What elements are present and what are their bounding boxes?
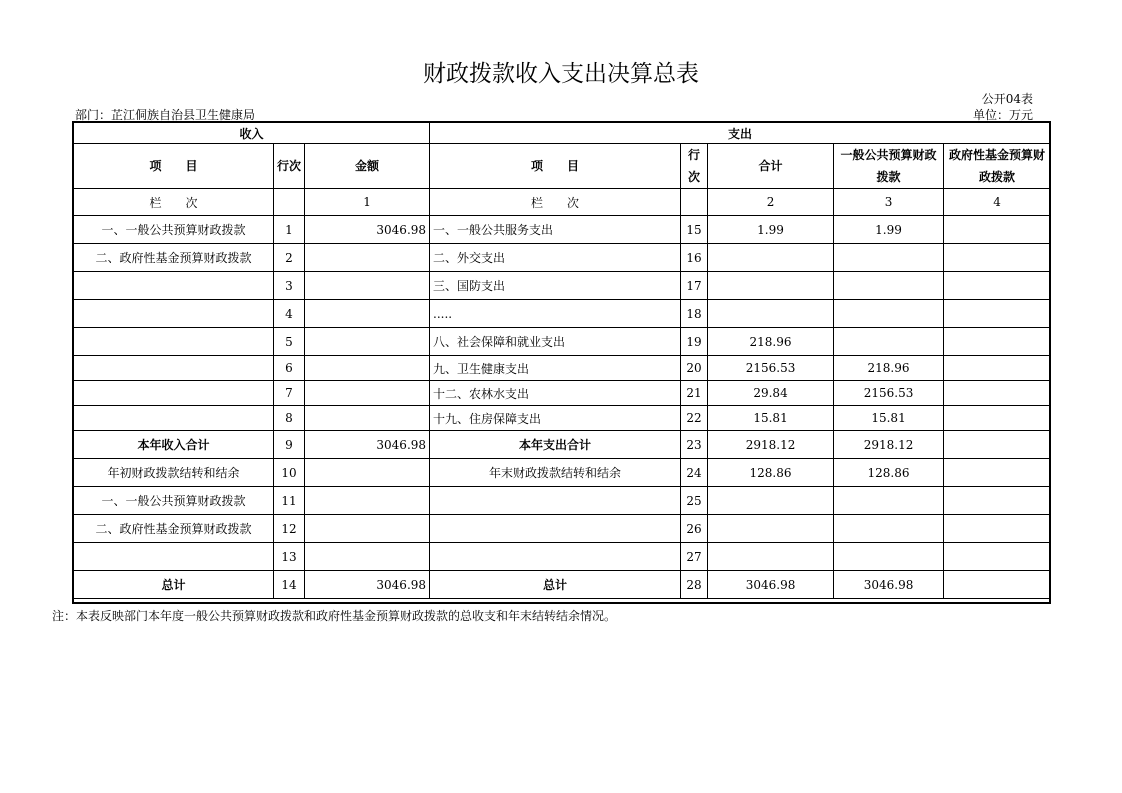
income-item-cell: [74, 406, 274, 431]
expense-total-header: 合计: [708, 144, 834, 189]
column-header-row: [74, 144, 1051, 189]
expense-item-cell: 总计: [430, 571, 681, 599]
expense-line-no-cell: 28: [681, 571, 708, 599]
expense-item-cell: 年末财政拨款结转和结余: [430, 459, 681, 487]
expense-line-no-cell: 18: [681, 300, 708, 328]
expense-item-header: 项 目: [430, 144, 681, 189]
expense-line-no-cell: 19: [681, 328, 708, 356]
gov-fund-cell: [944, 272, 1051, 300]
general-budget-cell: [834, 272, 944, 300]
gov-fund-cell: [944, 431, 1051, 459]
expense-total-cell: 1.99: [708, 216, 834, 244]
income-amount-cell: [305, 406, 430, 431]
expense-line-no-cell: 23: [681, 431, 708, 459]
income-item-cell: [74, 300, 274, 328]
expense-item-cell: 十二、农林水支出: [430, 381, 681, 406]
general-budget-cell: [834, 487, 944, 515]
general-budget-cell: 2156.53: [834, 381, 944, 406]
income-amount-cell: [305, 244, 430, 272]
table-row: [74, 244, 1051, 272]
table-row: [74, 300, 1051, 328]
gov-fund-header: 政府性基金预算财政拨款: [944, 144, 1051, 189]
column-number-label-left: 栏 次: [74, 189, 274, 216]
table-row: [74, 459, 1051, 487]
income-line-no-cell: 11: [274, 487, 305, 515]
gov-fund-cell: [944, 244, 1051, 272]
income-line-no-cell: 5: [274, 328, 305, 356]
expense-line-no-cell: 25: [681, 487, 708, 515]
gov-fund-cell: [944, 300, 1051, 328]
general-budget-cell: 128.86: [834, 459, 944, 487]
section-header-row: [74, 123, 1051, 144]
expense-line-no-cell: 15: [681, 216, 708, 244]
expense-total-cell: [708, 487, 834, 515]
table-row: [74, 487, 1051, 515]
income-line-no-header: 行次: [274, 144, 305, 189]
column-number-label-right: 栏 次: [430, 189, 681, 216]
column-number-blank-right: [681, 189, 708, 216]
budget-table: [73, 122, 1051, 599]
column-number-4: 4: [944, 189, 1051, 216]
income-item-cell: 年初财政拨款结转和结余: [74, 459, 274, 487]
expense-total-cell: 128.86: [708, 459, 834, 487]
general-budget-header: 一般公共预算财政拨款: [834, 144, 944, 189]
income-amount-cell: 3046.98: [305, 216, 430, 244]
income-line-no-cell: 13: [274, 543, 305, 571]
general-budget-cell: 3046.98: [834, 571, 944, 599]
expense-total-cell: 3046.98: [708, 571, 834, 599]
general-budget-cell: [834, 515, 944, 543]
unit-label: 单位：万元: [972, 108, 1033, 122]
income-item-cell: 总计: [74, 571, 274, 599]
expense-total-cell: [708, 543, 834, 571]
expense-item-cell: .....: [430, 300, 681, 328]
expense-item-cell: 本年支出合计: [430, 431, 681, 459]
income-item-cell: 二、政府性基金预算财政拨款: [74, 244, 274, 272]
expense-item-cell: [430, 543, 681, 571]
table-row: [74, 381, 1051, 406]
gov-fund-cell: [944, 459, 1051, 487]
gov-fund-cell: [944, 381, 1051, 406]
expense-line-no-cell: 24: [681, 459, 708, 487]
expense-total-cell: [708, 515, 834, 543]
expense-line-no-cell: 22: [681, 406, 708, 431]
expense-line-no-cell: 16: [681, 244, 708, 272]
form-number: 公开04表: [981, 92, 1033, 106]
expense-total-cell: [708, 272, 834, 300]
income-line-no-cell: 4: [274, 300, 305, 328]
general-budget-cell: 1.99: [834, 216, 944, 244]
table-row: [74, 328, 1051, 356]
expense-line-no-cell: 26: [681, 515, 708, 543]
gov-fund-cell: [944, 406, 1051, 431]
income-item-cell: 本年收入合计: [74, 431, 274, 459]
table-row: [74, 272, 1051, 300]
general-budget-cell: 2918.12: [834, 431, 944, 459]
gov-fund-cell: [944, 216, 1051, 244]
income-line-no-cell: 12: [274, 515, 305, 543]
expense-item-cell: [430, 515, 681, 543]
column-number-row: [74, 189, 1051, 216]
expense-line-no-cell: 20: [681, 356, 708, 381]
income-line-no-cell: 10: [274, 459, 305, 487]
income-amount-cell: [305, 356, 430, 381]
page-title: 财政拨款收入支出决算总表: [423, 61, 699, 87]
expense-line-no-header: 行次: [681, 144, 708, 189]
income-amount-cell: [305, 381, 430, 406]
expense-line-no-cell: 27: [681, 543, 708, 571]
income-line-no-cell: 8: [274, 406, 305, 431]
expense-total-cell: [708, 300, 834, 328]
expense-item-cell: 三、国防支出: [430, 272, 681, 300]
department-label: 部门：芷江侗族自治县卫生健康局: [75, 108, 256, 122]
column-number-1: 1: [305, 189, 430, 216]
income-line-no-cell: 3: [274, 272, 305, 300]
expense-item-cell: 八、社会保障和就业支出: [430, 328, 681, 356]
income-section-header: 收入: [74, 123, 430, 144]
expense-total-cell: 218.96: [708, 328, 834, 356]
general-budget-cell: 218.96: [834, 356, 944, 381]
expense-section-header: 支出: [430, 123, 1051, 144]
income-item-cell: 二、政府性基金预算财政拨款: [74, 515, 274, 543]
table-row: [74, 406, 1051, 431]
gov-fund-cell: [944, 356, 1051, 381]
income-line-no-cell: 14: [274, 571, 305, 599]
income-amount-cell: [305, 459, 430, 487]
income-amount-cell: [305, 300, 430, 328]
income-line-no-cell: 2: [274, 244, 305, 272]
income-item-cell: [74, 543, 274, 571]
income-amount-cell: [305, 515, 430, 543]
income-item-cell: [74, 381, 274, 406]
general-budget-cell: [834, 300, 944, 328]
table-row: [74, 431, 1051, 459]
expense-item-cell: 九、卫生健康支出: [430, 356, 681, 381]
gov-fund-cell: [944, 571, 1051, 599]
gov-fund-cell: [944, 515, 1051, 543]
income-amount-cell: [305, 272, 430, 300]
column-number-blank-left: [274, 189, 305, 216]
expense-item-cell: [430, 487, 681, 515]
expense-item-cell: 二、外交支出: [430, 244, 681, 272]
gov-fund-cell: [944, 328, 1051, 356]
general-budget-cell: [834, 328, 944, 356]
footnote: 注：本表反映部门本年度一般公共预算财政拨款和政府性基金预算财政拨款的总收支和年末结转结余情况。: [52, 609, 617, 623]
expense-total-cell: [708, 244, 834, 272]
income-item-cell: 一、一般公共预算财政拨款: [74, 487, 274, 515]
column-number-3: 3: [834, 189, 944, 216]
income-line-no-cell: 1: [274, 216, 305, 244]
table-row: [74, 571, 1051, 599]
general-budget-cell: 15.81: [834, 406, 944, 431]
table-row: [74, 543, 1051, 571]
income-line-no-cell: 9: [274, 431, 305, 459]
income-item-header: 项 目: [74, 144, 274, 189]
general-budget-cell: [834, 543, 944, 571]
expense-total-cell: 2918.12: [708, 431, 834, 459]
income-line-no-cell: 6: [274, 356, 305, 381]
income-amount-cell: [305, 543, 430, 571]
expense-line-no-cell: 17: [681, 272, 708, 300]
gov-fund-cell: [944, 543, 1051, 571]
income-amount-cell: 3046.98: [305, 571, 430, 599]
income-amount-header: 金额: [305, 144, 430, 189]
column-number-2: 2: [708, 189, 834, 216]
table-row: [74, 515, 1051, 543]
expense-total-cell: 15.81: [708, 406, 834, 431]
table-row: [74, 356, 1051, 381]
expense-total-cell: 29.84: [708, 381, 834, 406]
income-item-cell: [74, 272, 274, 300]
income-line-no-cell: 7: [274, 381, 305, 406]
expense-item-cell: 一、一般公共服务支出: [430, 216, 681, 244]
table-row: [74, 216, 1051, 244]
income-amount-cell: 3046.98: [305, 431, 430, 459]
expense-total-cell: 2156.53: [708, 356, 834, 381]
general-budget-cell: [834, 244, 944, 272]
income-amount-cell: [305, 328, 430, 356]
expense-line-no-cell: 21: [681, 381, 708, 406]
expense-item-cell: 十九、住房保障支出: [430, 406, 681, 431]
income-item-cell: 一、一般公共预算财政拨款: [74, 216, 274, 244]
income-item-cell: [74, 356, 274, 381]
gov-fund-cell: [944, 487, 1051, 515]
income-amount-cell: [305, 487, 430, 515]
income-item-cell: [74, 328, 274, 356]
